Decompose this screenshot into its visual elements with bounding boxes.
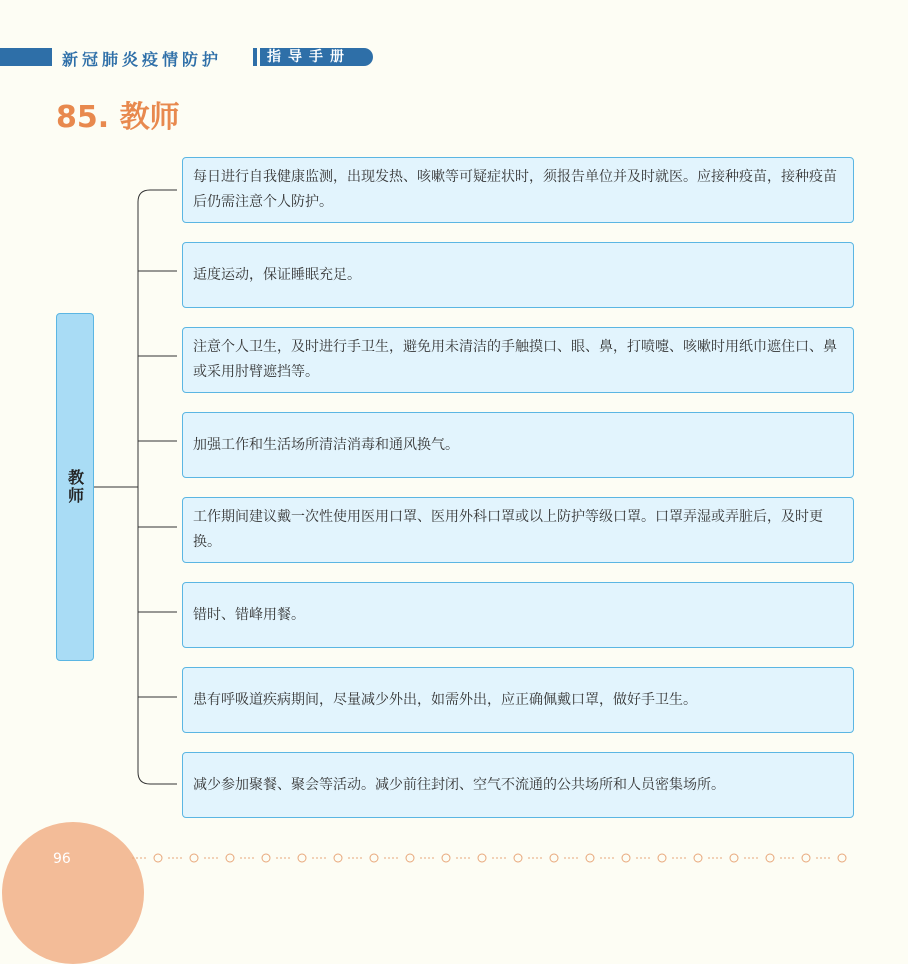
footer-ring bbox=[838, 854, 846, 862]
item-box: 适度运动，保证睡眠充足。 bbox=[182, 242, 854, 308]
footer-ring bbox=[802, 854, 810, 862]
section-title: 85. 教师 bbox=[56, 100, 180, 135]
item-box: 加强工作和生活场所清洁消毒和通风换气。 bbox=[182, 412, 854, 478]
footer-ring bbox=[514, 854, 522, 862]
header-tag: 指导手册 bbox=[253, 48, 373, 66]
item-box: 注意个人卫生，及时进行手卫生，避免用未清洁的手触摸口、眼、鼻，打喷嚏、咳嗽时用纸巾遮住口、鼻或采用肘臂遮挡等。 bbox=[182, 327, 854, 393]
item-box: 工作期间建议戴一次性使用医用口罩、医用外科口罩或以上防护等级口罩。口罩弄湿或弄脏后，及时更换。 bbox=[182, 497, 854, 563]
item-box: 每日进行自我健康监测，出现发热、咳嗽等可疑症状时，须报告单位并及时就医。应接种疫苗，接种疫苗后仍需注意个人防护。 bbox=[182, 157, 854, 223]
footer-ring bbox=[154, 854, 162, 862]
footer-ring bbox=[190, 854, 198, 862]
footer-ring bbox=[406, 854, 414, 862]
item-box: 错时、错峰用餐。 bbox=[182, 582, 854, 648]
footer-ring bbox=[478, 854, 486, 862]
footer-ring bbox=[658, 854, 666, 862]
footer-ring bbox=[550, 854, 558, 862]
footer-ring bbox=[694, 854, 702, 862]
header-title: 新冠肺炎疫情防护 bbox=[62, 50, 223, 69]
footer-ring bbox=[298, 854, 306, 862]
root-label: 教师 bbox=[65, 469, 85, 505]
item-box: 减少参加聚餐、聚会等活动。减少前往封闭、空气不流通的公共场所和人员密集场所。 bbox=[182, 752, 854, 818]
page-number: 96 bbox=[53, 851, 71, 867]
item-box: 患有呼吸道疾病期间，尽量减少外出，如需外出，应正确佩戴口罩，做好手卫生。 bbox=[182, 667, 854, 733]
footer-ring bbox=[622, 854, 630, 862]
footer-ring bbox=[334, 854, 342, 862]
footer-ring bbox=[370, 854, 378, 862]
footer-ring bbox=[442, 854, 450, 862]
footer-ring bbox=[766, 854, 774, 862]
footer-ring bbox=[226, 854, 234, 862]
footer-ring bbox=[586, 854, 594, 862]
footer-ring bbox=[730, 854, 738, 862]
footer-ring bbox=[262, 854, 270, 862]
